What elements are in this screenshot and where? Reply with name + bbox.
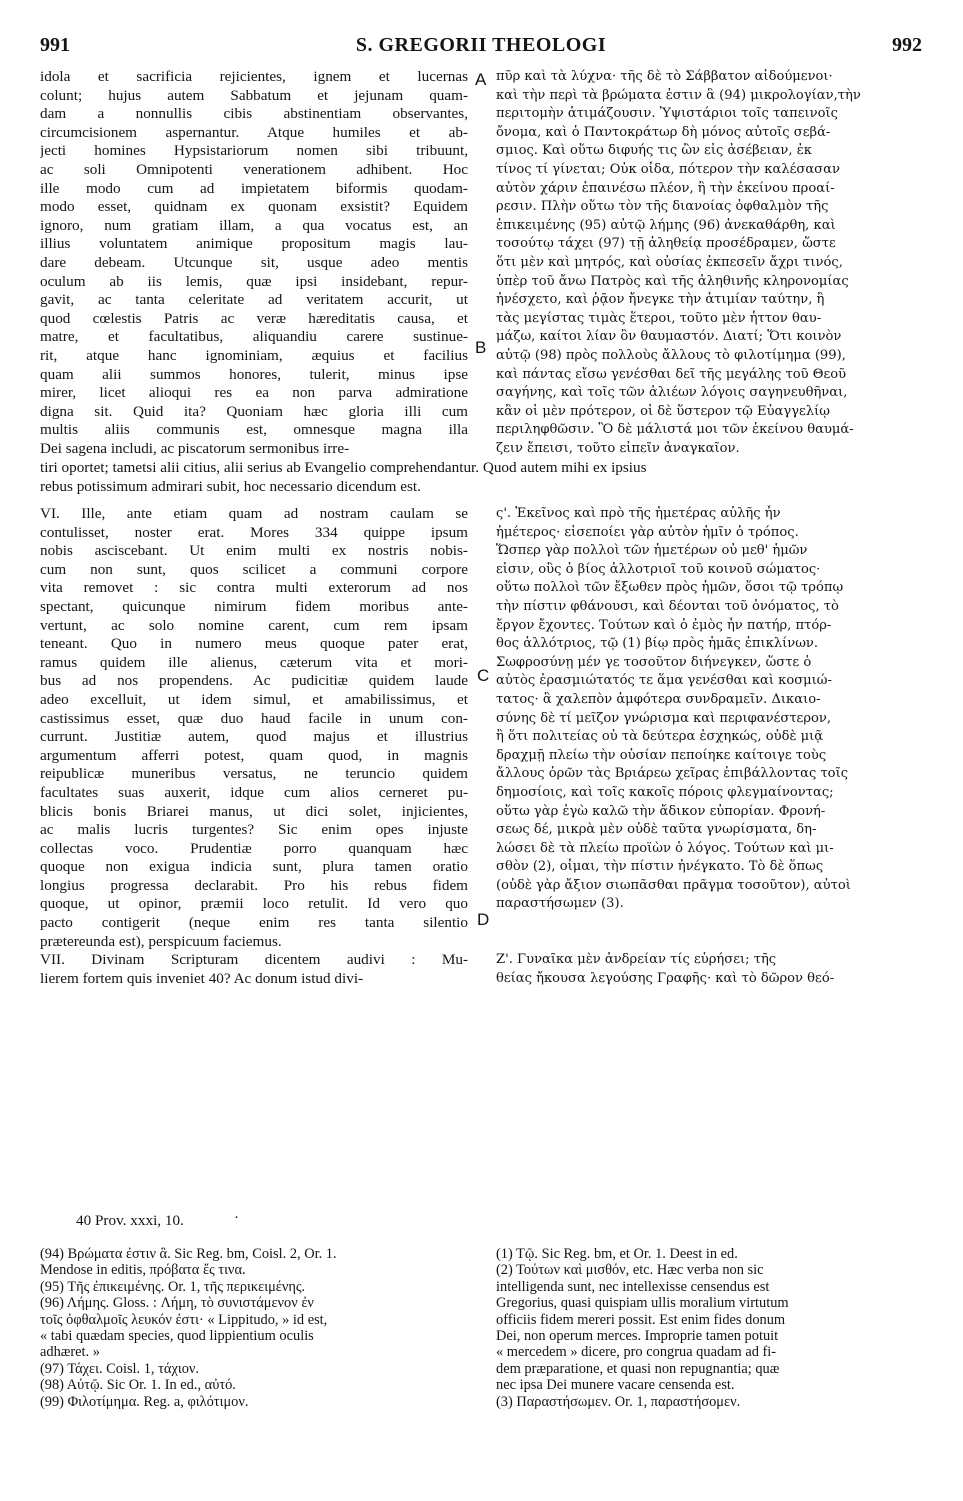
greek-text-line: σεως δέ, μικρὰ μὲν οὐδὲ ταῦτα γνωρίσματα, δη- (496, 822, 817, 838)
latin-text-line: Dei sagena includi, ac piscatorum sermonibus irre- (40, 439, 350, 457)
latin-text-line: matre, et facultatibus, aliquandiu carere sustinue- (40, 328, 468, 346)
latin-text-line: pacto contigerit (neque enim res tanta silentio (40, 914, 468, 932)
running-title: S. GREGORII THEOLOGI (355, 34, 607, 56)
footnote-line: Dei, non operum merces. Improprie tamen potuit (496, 1327, 779, 1344)
greek-text-line: μάζω, καίτοι λίαν ὂν θαυμαστόν. Διατί; Ὅτι κοινὸν (496, 329, 842, 345)
footnote-line: (97) Τάχει. Coisl. 1, τάχιον. (40, 1360, 200, 1377)
greek-text-line: αὐτὸς ἐρασμιώτατός τε ἅμα γενέσθαι καὶ κοσμιώ- (496, 673, 832, 689)
latin-text-line: ac malis lucris turgentes? Sic enim opes injuste (40, 821, 468, 839)
greek-text-line: Ζ'. Γυναῖκα μὲν ἀνδρείαν τίς εὑρήσει; τῆς (496, 952, 777, 968)
greek-text-line: θείας ἤκουσα λεγούσης Γραφῆς· καὶ τὸ δῶρον θεό- (496, 970, 835, 986)
latin-text-line: quoque, ut opinor, præmii loco retulit. Id vero quo (40, 895, 468, 913)
greek-text-line: ἠνέσχετο, καὶ ῥᾷον ἤνεγκε τὴν ἀτιμίαν ταύτην, ἢ (496, 292, 825, 308)
greek-text-line: αὐτὸν χάριν ἐπαινέσω πλέον, ἢ τὴν ἐκείνου προαί- (496, 180, 835, 196)
latin-text-line: digna sit. Quid ita? Quoniam hæc gloria illi cum (40, 402, 468, 420)
latin-text-line: longius progressa declarabit. Pro his rebus fidem (40, 876, 468, 894)
greek-text-line: εἰσιν, οὓς ὁ βίος ἀλλοτριοῖ τοῦ κοινοῦ σώματος· (496, 561, 821, 577)
latin-text-line: ille modo cum ad impietatem biformis quodam- (40, 179, 468, 197)
greek-text-line: (οὐδὲ γὰρ ἄξιον σιωπᾶσθαι πρᾶγμα τοσοῦτον), αὐτοὶ (496, 877, 851, 893)
greek-column-top (496, 68, 922, 458)
greek-text-line: κἂν οἱ μὲν πρότερον, οἱ δὲ ὕστερον τῷ Εὐαγγελίῳ (496, 403, 830, 419)
greek-text-line: οὕτω γὰρ ἐγὼ καλῶ τὴν ἄδικον εὐπορίαν. Φρονή- (496, 803, 826, 819)
latin-text-line: mirer, licet alioqui res ea non parva admiratione (40, 384, 468, 402)
greek-text-line: καὶ τὴν περὶ τὰ βρώματα ἐστιν ἃ (94) μικρολογίαν,τὴν (496, 87, 861, 103)
latin-text-line: vita removet : sic contra multi exterorum ad nos (40, 579, 468, 597)
greek-text-line: αὐτῷ (98) πρὸς πολλοὺς ἄλλους τὸ φιλοτίμημα (99), (496, 347, 846, 363)
footnote-line: (1) Τῷ. Sic Reg. bm, et Or. 1. Deest in ed. (496, 1246, 738, 1262)
latin-text-line: argumentum afferri potest, quam quod, in magnis (40, 746, 468, 764)
latin-text-line: prætereunda est), perspicuum faciemus. (40, 932, 282, 950)
latin-column-bottom (40, 505, 468, 988)
latin-text-line: dare debeam. Utcunque sit, usque adeo mentis (40, 253, 468, 271)
footnote-line: « tabi quædam species, quod lippientium oculis (40, 1327, 314, 1344)
margin-marker-a: A (475, 70, 487, 89)
full-width-latin-lines (40, 459, 922, 496)
greek-text-line: ὄνομα, καὶ ὁ Παντοκράτωρ δὴ μόνος αὐτοῖς σεβά- (496, 124, 831, 140)
greek-text-line: ἔργον ἔχοντες. Τούτων καὶ ὁ ἐμὸς ἦν πατήρ, πτόρ- (496, 617, 832, 633)
greek-column-bottom (496, 505, 922, 988)
greek-text-line (496, 933, 922, 952)
greek-text-line: σύνης δὲ τί μεῖζον γνώρισμα καὶ περιφανέστερον, (496, 710, 832, 726)
footnote-line: (94) Βρώματα ἐστιν ἃ. Sic Reg. bm, Coisl. 2, Or. 1. (40, 1246, 337, 1262)
greek-text-line: καὶ πάντας εἴσω γενέσθαι δεῖ τῆς μεγάλης τοῦ Θεοῦ (496, 366, 847, 382)
greek-text-line: οὕτω πολλοὶ τῶν ἔξωθεν πρὸς ἡμῶν, ὅσοι τῷ τρόπῳ (496, 580, 844, 596)
greek-text-line: τὰς μεγίστας τιμὰς ἕτεροι, τοῦτο μὲν ἧττον θαυ- (496, 310, 822, 326)
running-header (40, 34, 922, 58)
latin-text-line: ac soli Omnipotenti venerationem adhibent. Hoc (40, 160, 468, 178)
footnote-line: (99) Φιλοτίμημα. Reg. a, φιλότιμον. (40, 1393, 249, 1410)
latin-text-line: quam alii summos honores, tulerit, minus ipse (40, 365, 468, 383)
greek-text-line: τοσούτῳ τάχει (97) τῇ ἀληθείᾳ προσέδραμεν, ὥστε (496, 236, 836, 252)
latin-text-line: illius voluntatem animique propositum magis lau- (40, 235, 468, 253)
greek-text-line: τατος· ἃ χαλεπὸν ἀμφότερα συνδραμεῖν. Δικαιο- (496, 691, 821, 707)
greek-text-line: σμιος. Καὶ οὕτω διφυής τις ὢν εἰς ἀσέβειαν, ἐκ (496, 143, 812, 159)
latin-text-line: contulisset, noster erat. Mores 334 quippe ipsum (40, 523, 468, 541)
greek-text-line (496, 914, 922, 933)
latin-text-line: circumcisionem aspernantur. Atque humiles et ab- (40, 123, 468, 141)
footnote-line: dem præparatione, et quasi non repugnantia; quæ (496, 1360, 780, 1377)
greek-text-line: σθὸν (2), οἶμαι, τὴν πίστιν ἠνέγκατο. Τὸ δὲ ὅπως (496, 859, 824, 875)
latin-text-line: currunt. Justitiæ autem, quod majus et illustrius (40, 728, 468, 746)
full-width-text-line: tiri oportet; tametsi alii citius, alii serius ab Evangelio comprehendantur. Quod autem mihi ex ipsius (40, 459, 647, 476)
latin-text-line: reipublicæ muneribus versatus, ne teruncio quidem (40, 765, 468, 783)
greek-text-line: περιληφθῶσιν. Ὃ δὲ μάλιστά μοι τῶν ἐκείνου θαυμά- (496, 422, 854, 438)
latin-text-line: spectant, quicunque nimirum fidem moribus ante- (40, 597, 468, 615)
footnote-line: τοῖς ὀφθαλμοῖς λευκόν ἐστι· « Lippitudo, » id est, (40, 1311, 328, 1328)
latin-text-line: teneant. Quo in numero meus quoque pater erat, (40, 635, 468, 653)
latin-text-line: quoque non exigua indicia sunt, plura tamen oratio (40, 858, 468, 876)
greek-text-line: δημοσίοις, καὶ τοῖς κακοῖς πόροις φλεγμαίνοντας; (496, 784, 834, 800)
greek-text-line: σαγήνης, καὶ τοῖς τῶν ἁλιέων λόγοις σαγηνευθῆναι, (496, 385, 848, 401)
latin-text-line: gavit, ac tanta celeritate ad veritatem accurit, ut (40, 291, 468, 309)
greek-text-line: ς'. Ἐκεῖνος καὶ πρὸ τῆς ἡμετέρας αὐλῆς ἦν (496, 506, 781, 521)
stray-dot: · (234, 1210, 239, 1226)
greek-text-line: παραστήσωμεν (3). (496, 896, 624, 912)
greek-text-line: πῦρ καὶ τὰ λύχνα· τῆς δὲ τὸ Σάββατον αἰδούμενοι· (496, 69, 833, 84)
greek-text-line: ὑπὲρ τοῦ ἄνω Πατρὸς καὶ τῆς ἀληθινῆς κληρονομίας (496, 273, 849, 289)
greek-text-line: τὴν πίστιν φθάνουσι, καὶ δέονται τοῦ ὀνόματος, τὸ (496, 598, 839, 614)
footnote-line: « mercedem » dicere, pro congrua quadam ad fi- (496, 1344, 777, 1361)
latin-text-line: vertunt, ac solo nomine carent, cum rem ipsam (40, 616, 468, 634)
footnote-line: (98) Αὐτῷ. Sic Or. 1. In ed., αὐτό. (40, 1377, 236, 1394)
greek-text-line: περιτομὴν ἀτιμάζουσιν. Ὑψιστάριοι τοῖς ταπεινοῖς (496, 106, 838, 122)
greek-text-line: τίνος τί γίνεται; Οὐκ οἶδα, πότερον τὴν καλέσασαν (496, 161, 840, 177)
greek-text-line: θος ἀλλότριος, τῷ (1) βίῳ πρὸς ἡμᾶς ἐπικλίνων. (496, 636, 819, 652)
greek-text-line: ἡμέτερος· εἰσεποίει γὰρ αὐτὸν ἡμῖν ὁ τρόπος. (496, 524, 799, 540)
footnote-line: intelligenda sunt, nec intellexisse censendus est (496, 1278, 770, 1295)
latin-text-line: idola et sacrificia rejicientes, ignem et lucernas (40, 68, 468, 85)
latin-text-line: castissimus esset, quæ duo haud facile in unum con- (40, 709, 468, 727)
footnotes-left (40, 1246, 480, 1410)
latin-text-line: quod cœlestis Patris ac veræ hæreditatis causa, et (40, 309, 468, 327)
footnote-line: (96) Λήμης. Gloss. : Λήμη, τὸ συνιστάμενον ἐν (40, 1295, 314, 1312)
page-number-left: 991 (40, 34, 70, 56)
scripture-reference: 40 Prov. xxxi, 10. (76, 1212, 184, 1229)
greek-text-line: ἢ ὅτι πολιτείας οὐ τὰ δεύτερα ἐσχηκώς, οὐδὲ μιᾷ (496, 729, 824, 745)
footnote-line: (3) Παραστήσωμεν. Or. 1, παραστήσομεν. (496, 1393, 741, 1410)
latin-text-line: colunt; hujus autem Sabbatum et jejunam quam- (40, 86, 468, 104)
margin-marker-d: D (477, 910, 490, 929)
greek-text-line: δραχμῇ πλείω τὴν οὐσίαν πεποίηκε καίτοιγε τοὺς (496, 747, 827, 763)
greek-text-line: ρεσιν. Πλὴν οὕτω τὸν τῆς διανοίας ὀφθαλμὸν τῆς (496, 199, 829, 215)
greek-text-line: Σωφροσύνῃ μέν γε τοσοῦτον διήνεγκεν, ὥστε ὁ (496, 654, 812, 670)
footnote-line: adhæret. » (40, 1344, 100, 1361)
latin-text-line: lierem fortem quis inveniet 40? Ac donum istud divi- (40, 969, 364, 987)
footnote-line: Gregorius, quasi quispiam ullis moralium virtutum (496, 1295, 789, 1312)
latin-text-line: VII. Divinam Scripturam dicentem audivi : Mu- (40, 951, 468, 969)
greek-text-line: ἄλλους ὁρῶν τὰς Βριάρεω χεῖρας ἐπιβάλλοντας τοῖς (496, 766, 849, 782)
latin-text-line: ignoro, num gratiam illam, a qua vocatus est, an (40, 216, 468, 234)
latin-text-line: cum non sunt, quos scilicet a communi corpore (40, 560, 468, 578)
latin-text-line: dam a nonnullis cibis abstinentiam observantes, (40, 105, 468, 123)
latin-text-line: blicis bonis Briarei manus, ut dici solet, injicientes, (40, 802, 468, 820)
latin-text-line: collectas voco. Prudentiæ porro quanquam hæc (40, 839, 468, 857)
latin-text-line: oculum ab iis lemis, quæ ipsi insidebant, repur- (40, 272, 468, 290)
page-number-right: 992 (892, 34, 922, 56)
greek-text-line: λώσει δὲ τὰ πλείω προϊὼν ὁ λόγος. Τούτων καὶ μι- (496, 840, 834, 856)
latin-text-line: multis aliis communis est, omnesque magna illa (40, 421, 468, 439)
footnotes-right (496, 1246, 922, 1410)
latin-text-line: nobis asciscebant. Ut enim multi ex nostris nobis- (40, 542, 468, 560)
latin-column-top (40, 68, 468, 458)
latin-text-line: ramus quidem ille alienus, cæterum vita et mori- (40, 653, 468, 671)
footnote-line: (95) Τῆς ἐπικειμένης. Or. 1, τῆς περικειμένης. (40, 1278, 306, 1295)
margin-marker-b: B (475, 338, 487, 357)
full-width-text-line: rebus potissimum admirari subit, hoc necessario dicendum est. (40, 477, 421, 495)
latin-text-line: jecti homines Hypsistariorum nomen sibi tribuunt, (40, 142, 468, 160)
latin-text-line: VI. Ille, ante etiam quam ad nostram caulam se (40, 505, 468, 522)
footnote-line: nec ipsa Dei munere vacare censenda est. (496, 1377, 735, 1394)
latin-text-line: rit, atque hanc ignominiam, æquius et facilius (40, 346, 468, 364)
greek-text-line: ὅτι μὲν καὶ μητρός, καὶ οὐσίας ἐκπεσεῖν ἄχρι τινός, (496, 254, 843, 270)
latin-text-line: adeo excelluit, ut idem simul, et amabilissimus, et (40, 690, 468, 708)
greek-text-line: Ὥσπερ γὰρ πολλοὶ τῶν ἡμετέρων οὐ μεθ' ἡμῶν (496, 543, 808, 559)
footnote-line: Mendose in editis, πρόβατα ἔς τινα. (40, 1262, 246, 1279)
footnote-line: (2) Τούτων καὶ μισθόν, etc. Hæc verba non sic (496, 1262, 764, 1279)
latin-text-line: bus ad nos propendens. Ac pudicitiæ quidem laude (40, 672, 468, 690)
greek-text-line: ἐπικειμένης (95) αὐτῷ λήμης (96) ἀνεκαθάρθη, καὶ (496, 217, 836, 233)
latin-text-line: modo esset, quidnam ex quonam exsistit? Equidem (40, 198, 468, 216)
latin-text-line: facultates suas auxerit, idque cum alios cerneret pu- (40, 783, 468, 801)
margin-marker-c: C (477, 666, 490, 685)
greek-text-line: ζειν ἔπεισι, τοῦτο εἰπεῖν ἀναγκαῖον. (496, 440, 740, 456)
footnote-line: officiis fidem mereri possit. Est enim fides donum (496, 1311, 786, 1328)
